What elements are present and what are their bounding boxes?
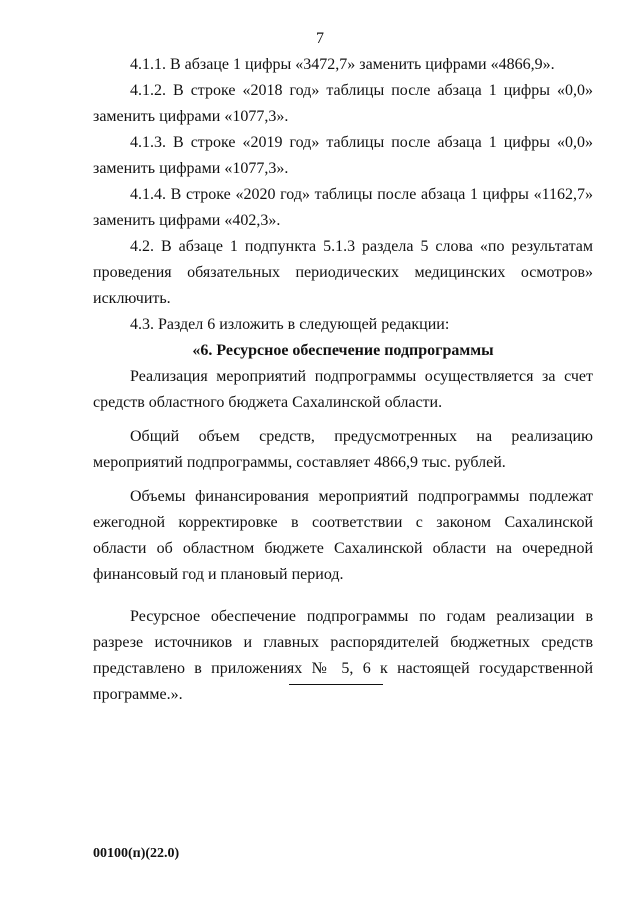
section-heading: «6. Ресурсное обеспечение подпрограммы — [192, 342, 494, 359]
section-paragraph-resources: Ресурсное обеспечение подпрограммы по годам реализации в разрезе источников и главных распорядителей бюджетных средств представлено в приложениях № 5, 6 к настоящей государственной программе.». — [93, 608, 593, 703]
paragraph-4-1-1: 4.1.1. В абзаце 1 цифры «3472,7» заменить цифрами «4866,9». — [130, 56, 555, 73]
document-body — [93, 52, 593, 708]
paragraph-4-1-3: 4.1.3. В строке «2019 год» таблицы после абзаца 1 цифры «0,0» заменить цифрами «1077,3». — [93, 134, 593, 177]
end-divider-line — [289, 684, 383, 685]
paragraph-4-1-4: 4.1.4. В строке «2020 год» таблицы после абзаца 1 цифры «1162,7» заменить цифрами «402,3». — [93, 186, 593, 229]
paragraph-4-2: 4.2. В абзаце 1 подпункта 5.1.3 раздела 5 слова «по результатам проведения обязательных периодических медицинских осмотров» исключить. — [93, 238, 593, 307]
page-number: 7 — [316, 30, 324, 47]
section-paragraph-implementation: Реализация мероприятий подпрограммы осуществляется за счет средств областного бюджета Сахалинской области. — [93, 368, 593, 411]
section-paragraph-financing: Объемы финансирования мероприятий подпрограммы подлежат ежегодной корректировке в соответствии с законом Сахалинской области об областном бюджете Сахалинской области на очередной финансовый год и плановый период. — [93, 488, 593, 583]
paragraph-4-3: 4.3. Раздел 6 изложить в следующей редакции: — [130, 316, 450, 333]
document-code: 00100(п)(22.0) — [93, 846, 180, 861]
section-paragraph-total-volume: Общий объем средств, предусмотренных на реализацию мероприятий подпрограммы, составляет 4866,9 тыс. рублей. — [93, 428, 593, 471]
paragraph-4-1-2: 4.1.2. В строке «2018 год» таблицы после абзаца 1 цифры «0,0» заменить цифрами «1077,3». — [93, 82, 593, 125]
